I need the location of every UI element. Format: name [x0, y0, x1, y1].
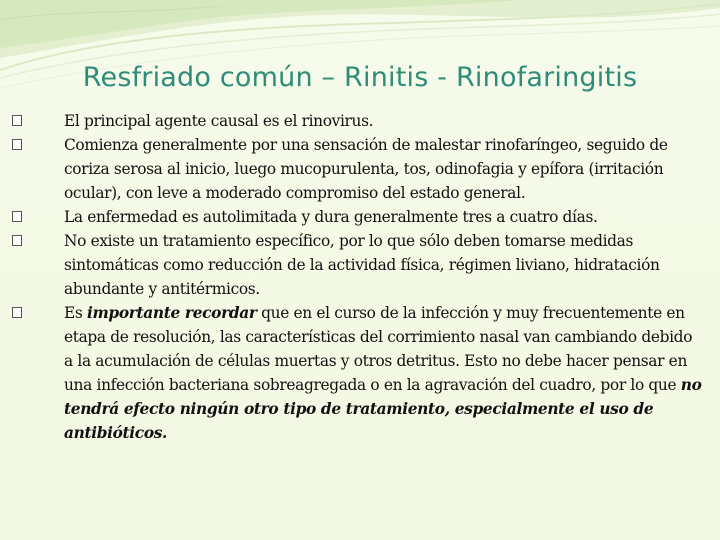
emphasis-text: importante recordar: [86, 304, 257, 322]
emphasis-text: no tendrá efecto ningún otro tipo de tratamiento, especialmente el uso de antibióticos.: [64, 376, 702, 442]
bullet-item: [12, 229, 702, 301]
bullet-marker-icon: [12, 139, 22, 150]
bullet-text-part: Es: [64, 304, 87, 322]
bullet-item: [12, 133, 702, 205]
bullet-item: [12, 301, 702, 445]
bullet-text: Comienza generalmente por una sensación de malestar rinofaríngeo, seguido de coriza serosa al inicio, luego mucopurulenta, tos, odinofagia y epífora (irritación ocular), con leve a moderado compromiso del estado general.: [64, 136, 668, 202]
bullet-marker-icon: [12, 211, 22, 222]
bullet-text: No existe un tratamiento específico, por lo que sólo deben tomarse medidas sintomáticas como reducción de la actividad física, régimen liviano, hidratación abundante y antitérmicos.: [64, 232, 660, 298]
bullet-text: El principal agente causal es el rinovirus.: [64, 112, 374, 130]
bullet-text: La enfermedad es autolimitada y dura generalmente tres a cuatro días.: [64, 208, 598, 226]
bullet-marker-icon: [12, 235, 22, 246]
bullet-text-part: que en el curso de la infección y muy frecuentemente en etapa de resolución, las características del corrimiento nasal van cambiando debido a la acumulación de células muertas y otros detritus. Esto no debe hacer pensar en una infección bacteriana sobreagregada o en la agravación del cuadro, por lo que: [64, 304, 693, 394]
slide-title: Resfriado común – Rinitis - Rinofaringitis: [82, 62, 638, 93]
bullet-list: [12, 109, 702, 445]
bullet-item: [12, 205, 702, 229]
bullet-marker-icon: [12, 115, 22, 126]
bullet-marker-icon: [12, 307, 22, 318]
decorative-swoosh: [0, 0, 720, 120]
bullet-item: [12, 109, 702, 133]
